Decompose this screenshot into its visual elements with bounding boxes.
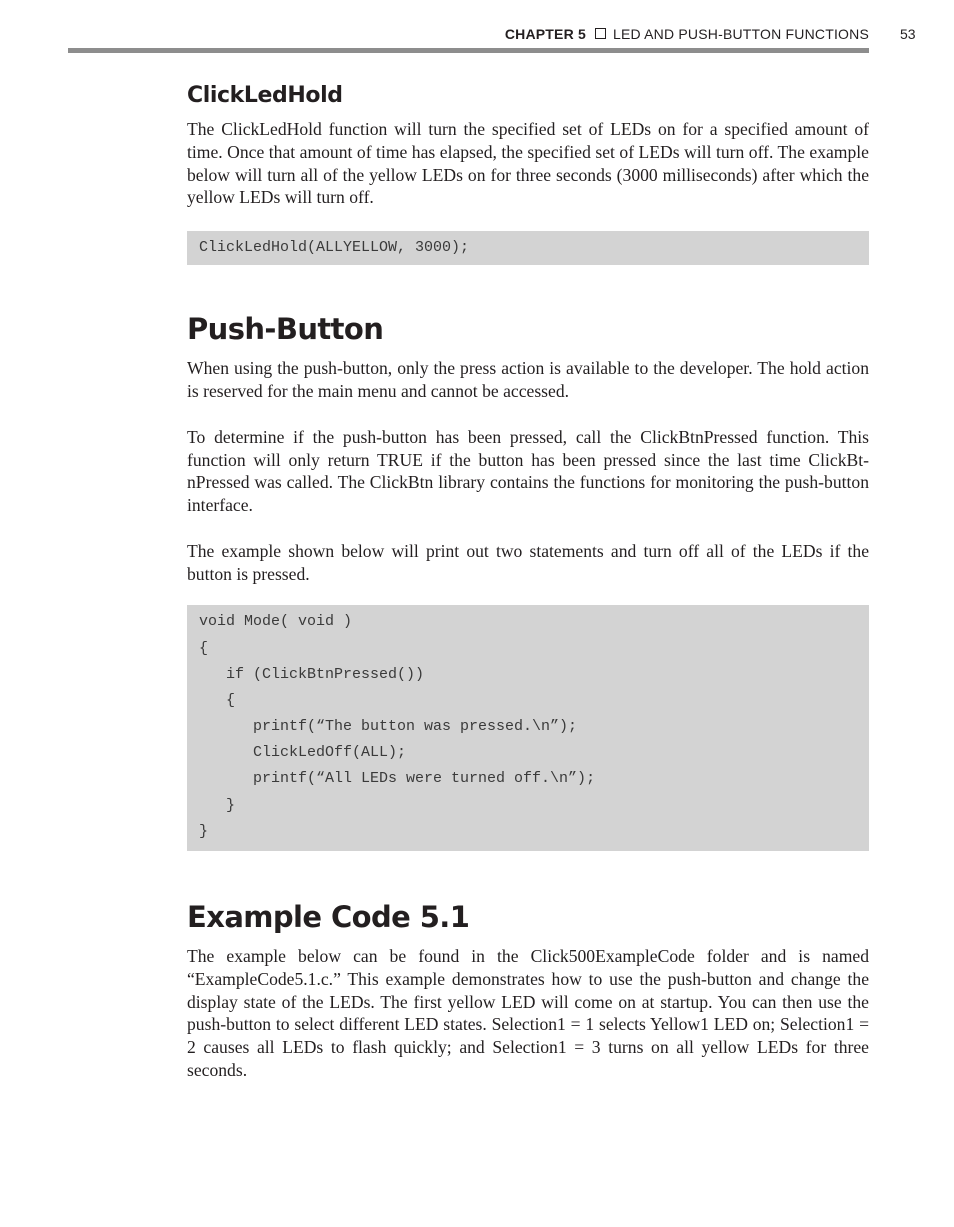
code-line: void Mode( void )	[199, 613, 353, 631]
example-code-heading: Example Code 5.1	[187, 900, 470, 935]
code-line: printf(“All LEDs were turned off.\n”);	[199, 770, 596, 788]
push-button-code-block	[187, 605, 869, 851]
code-line: {	[199, 639, 209, 657]
code-line: ClickLedOff(ALL);	[199, 744, 407, 762]
clickledhold-heading: ClickLedHold	[187, 83, 343, 108]
push-button-section	[187, 309, 869, 851]
running-head	[68, 24, 869, 48]
push-button-paragraph-3: The example shown below will print out two statements and turn off all of the LEDs if the button is pressed.	[187, 540, 869, 584]
clickledhold-paragraph: The ClickLedHold function will turn the specified set of LEDs on for a specified amount of time. Once that amount of time has elapsed, the specified set of LEDs will turn off. The example below will turn all of the yellow LEDs on for three seconds (3000 milliseconds) after which the yellow LEDs will turn off.	[187, 119, 869, 208]
chapter-label: CHAPTER 5	[504, 26, 586, 42]
push-button-heading: Push-Button	[187, 312, 384, 347]
code-line: if (ClickBtnPressed())	[199, 665, 425, 683]
push-button-paragraph-2: To determine if the push-button has been pressed, call the ClickBtnPressed function. This function will only return TRUE if the button has been pressed since the last time ClickBtnPressed was called. The ClickBtn library contains the functions for monitoring the push-button interface.	[187, 426, 869, 516]
example-code-section	[187, 897, 869, 1082]
code-line: ClickLedHold(ALLYELLOW, 3000);	[199, 239, 470, 257]
page-content	[187, 80, 869, 1082]
push-button-paragraph-1: When using the push-button, only the press action is available to the developer. The hold action is reserved for the main menu and cannot be accessed.	[187, 358, 869, 402]
header-rule	[68, 48, 869, 53]
example-code-paragraph: The example below can be found in the Click500ExampleCode folder and is named “ExampleCode5.1.c.” This example demonstrates how to use the push-button and change the display state of the LEDs. The first yellow LED will come on at startup. You can then use the push-button to select different LED states. Selection1 = 1 selects Yellow1 LED on; Selection1 = 2 causes all LEDs to flash quickly; and Selection1 = 3 turns on all yellow LEDs for three seconds.	[187, 946, 869, 1081]
code-line: }	[199, 796, 236, 814]
code-line: {	[199, 691, 236, 709]
code-line: }	[199, 822, 209, 840]
chapter-title: LED AND PUSH-BUTTON FUNCTIONS	[612, 26, 869, 42]
page-number: 53	[900, 26, 916, 42]
running-head-text	[505, 26, 869, 42]
clickledhold-code-block	[187, 231, 869, 265]
separator-box-icon	[595, 28, 606, 39]
clickledhold-section	[187, 80, 869, 265]
code-line: printf(“The button was pressed.\n”);	[199, 718, 578, 736]
